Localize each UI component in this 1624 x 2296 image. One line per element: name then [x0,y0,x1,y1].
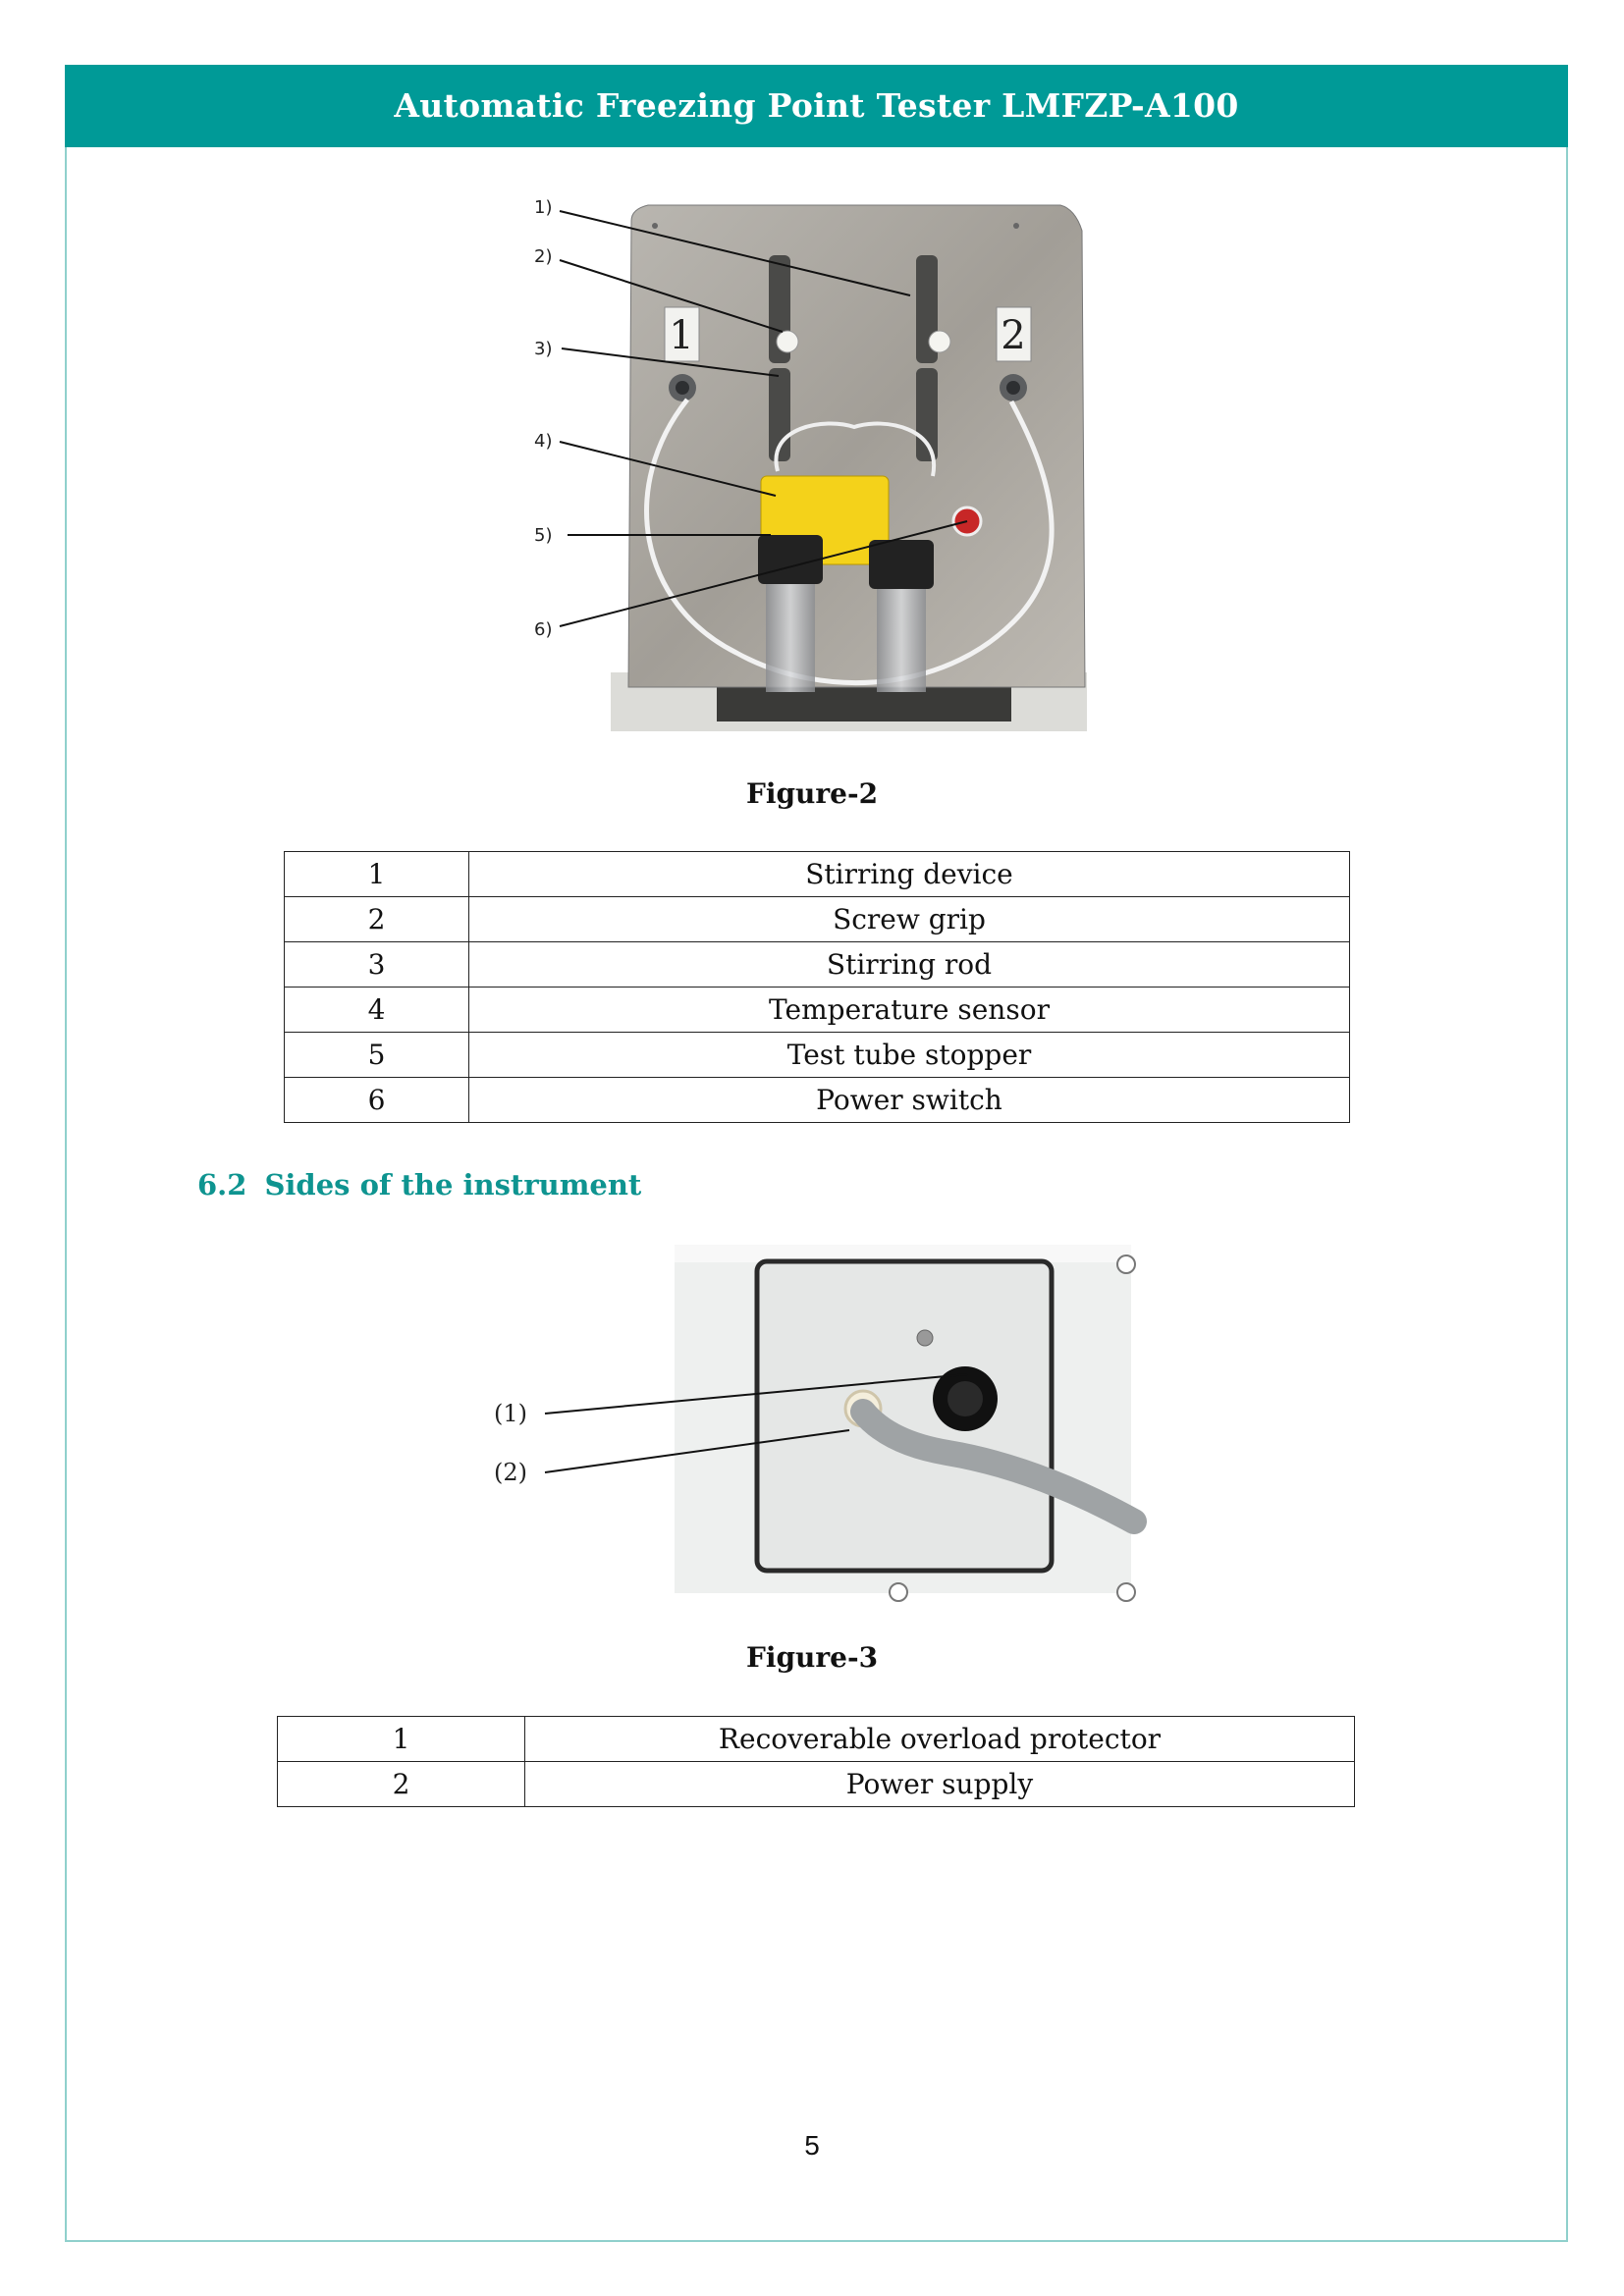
table-cell-number: 4 [285,988,469,1033]
figure-2-caption: Figure-2 [745,777,879,810]
table-cell-number: 1 [285,852,469,897]
callout-4: 4) [534,431,553,452]
table-row [285,897,1350,942]
position-label-1: 1 [669,313,694,358]
table-cell-number: 2 [278,1762,525,1807]
figure-2-parts-table [284,851,1350,1123]
page-number: 5 [804,2130,820,2161]
table-cell-number: 1 [278,1717,525,1762]
table-cell-number: 2 [285,897,469,942]
table-cell-name: Power supply [525,1762,1355,1807]
table-cell-name: Screw grip [469,897,1350,942]
table-cell-name: Stirring rod [469,942,1350,988]
position-label-2: 2 [1001,313,1026,358]
figure-3-image [486,1237,1149,1605]
callout-1: (1) [494,1400,527,1427]
table-row [285,1078,1350,1123]
callout-2: 2) [534,246,553,267]
table-row [285,988,1350,1033]
table-cell-number: 5 [285,1033,469,1078]
figure-3-parts-table [277,1716,1355,1807]
table-row [278,1762,1355,1807]
callout-5: 5) [534,525,553,546]
callout-3: 3) [534,339,553,359]
figure-2-image [530,191,1095,741]
table-row [285,942,1350,988]
table-cell-name: Test tube stopper [469,1033,1350,1078]
callout-6: 6) [534,619,553,640]
table-cell-number: 3 [285,942,469,988]
callout-1: 1) [534,197,553,218]
page-header: Automatic Freezing Point Tester LMFZP-A100 [65,65,1568,147]
table-row [285,1033,1350,1078]
table-cell-number: 6 [285,1078,469,1123]
table-row [285,852,1350,897]
table-cell-name: Recoverable overload protector [525,1717,1355,1762]
callout-2: (2) [494,1459,527,1486]
table-cell-name: Temperature sensor [469,988,1350,1033]
section-title: Sides of the instrument [264,1168,642,1201]
section-heading [197,1168,641,1201]
table-cell-name: Power switch [469,1078,1350,1123]
section-number: 6.2 [197,1168,247,1201]
table-cell-name: Stirring device [469,852,1350,897]
figure-3-caption: Figure-3 [745,1641,879,1674]
table-row [278,1717,1355,1762]
